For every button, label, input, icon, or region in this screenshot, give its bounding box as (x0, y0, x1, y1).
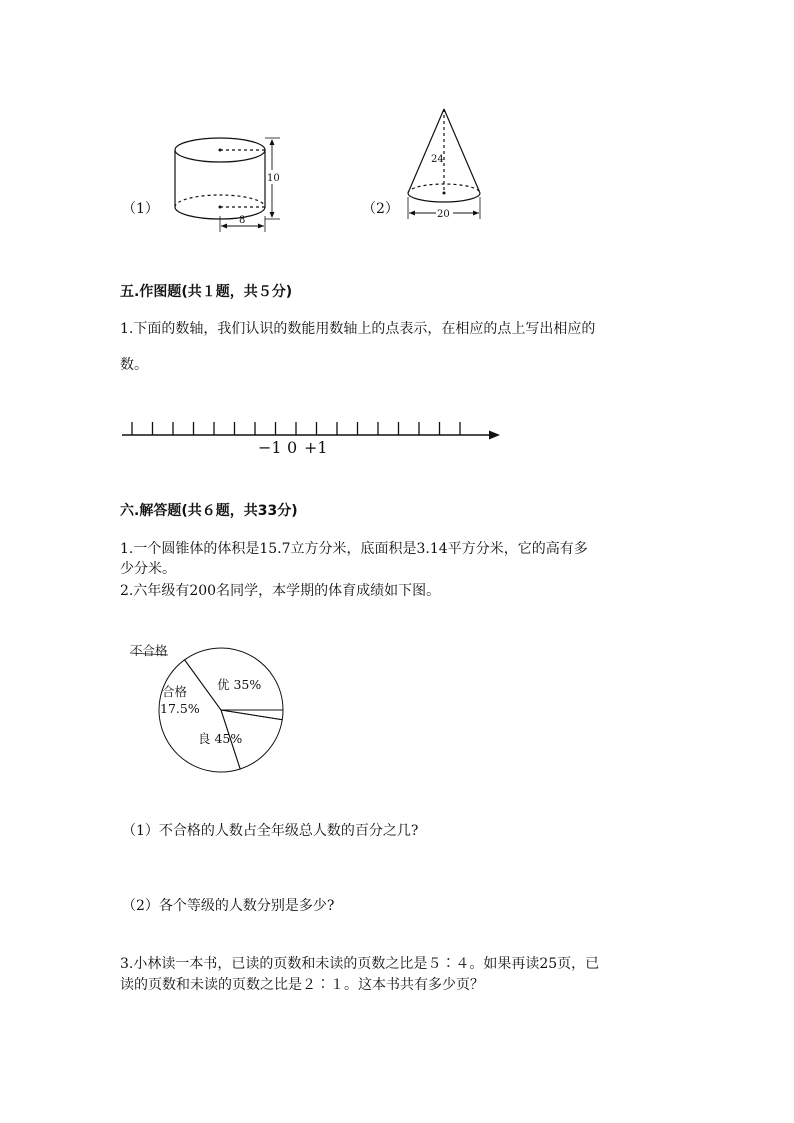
label-minus-one: −1 (258, 438, 282, 457)
cone-diameter-label: 20 (437, 209, 450, 220)
figure-1-label: （1） (122, 201, 159, 217)
section-5-title: 五.作图题(共１题，共５分) (120, 284, 293, 300)
cone-right-edge (444, 109, 480, 193)
cone-figure (400, 105, 500, 225)
cylinder-figure (160, 130, 290, 240)
label-plus-one: +1 (304, 438, 328, 457)
section-6-question-3-line-1: 3.小林读一本书，已读的页数和未读的页数之比是５∶４。如果再读25页，已 (120, 956, 600, 972)
section-6-question-1-line-2: 少分米。 (120, 561, 176, 577)
section-6-question-1-line-1: 1.一个圆锥体的体积是15.7立方分米，底面积是3.14平方分米，它的高有多 (120, 541, 588, 557)
slice-label-pass: 合格 (162, 684, 188, 699)
cylinder-radius-label: 8 (239, 215, 246, 226)
number-line (118, 418, 508, 458)
figure-2-label: （2） (362, 201, 399, 217)
cylinder-bottom-back (175, 195, 265, 207)
section-6-question-2-sub-1: （1）不合格的人数占全年级总人数的百分之几? (122, 823, 419, 839)
grade-pie-chart (120, 635, 290, 780)
number-line-ticks (132, 422, 460, 435)
section-6-question-3-line-2: 读的页数和未读的页数之比是２∶１。这本书共有多少页？ (120, 977, 484, 993)
pie-slice-4 (221, 710, 283, 720)
cone-height-label: 24 (431, 154, 444, 165)
number-line-arrow (489, 431, 500, 440)
label-zero: 0 (287, 438, 298, 457)
section-6-question-2: 2.六年级有200名同学，本学期的体育成绩如下图。 (120, 583, 441, 599)
section-6-title: 六.解答题(共６题，共33分) (120, 503, 298, 519)
cylinder-height-label: 10 (267, 173, 280, 184)
section-5-question-1-line-1: 1.下面的数轴，我们认识的数能用数轴上的点表示，在相应的点上写出相应的 (120, 321, 596, 337)
slice-label-good: 良 45% (198, 731, 243, 746)
section-6-question-2-sub-2: （2）各个等级的人数分别是多少? (122, 898, 335, 914)
slice-label-fail: 不合格 (130, 643, 168, 658)
slice-label-pass-percent: 17.5% (160, 701, 200, 716)
section-5-question-1-line-2: 数。 (120, 357, 148, 373)
cone-left-edge (408, 109, 444, 193)
slice-label-excellent: 优 35% (217, 677, 262, 692)
